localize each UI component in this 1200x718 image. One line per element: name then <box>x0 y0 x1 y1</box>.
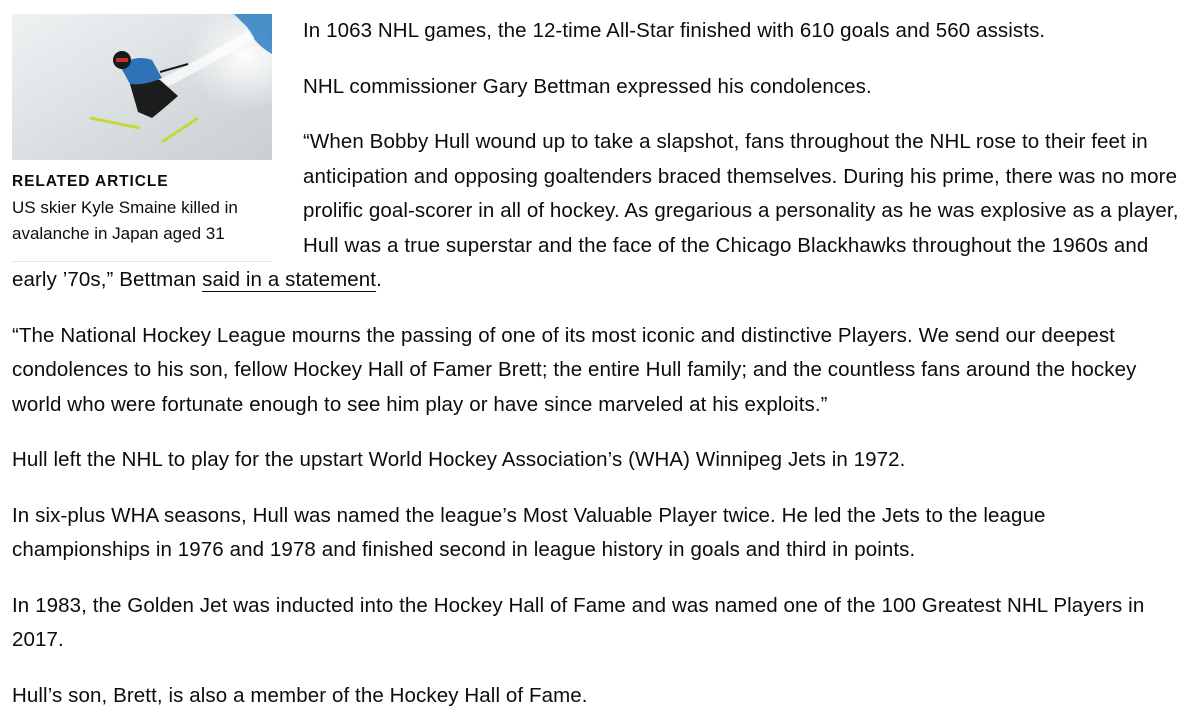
paragraph-brett-hull: Hull’s son, Brett, is also a member of the Hockey Hall of Fame. <box>12 683 588 707</box>
skier-photo-icon <box>12 14 272 160</box>
related-article-image[interactable] <box>12 14 272 160</box>
paragraph-bettman-condolences: NHL commissioner Gary Bettman expressed his condolences. <box>303 74 872 98</box>
paragraph-nhl-mourns: “The National Hockey League mourns the passing of one of its most iconic and distinctive Players. We send our deepest condolences to his son, fellow Hockey Hall of Famer Brett; the entire Hull family; and the countless fans around the hockey world who were fortunate enough to see him play or have since marveled at his exploits.” <box>12 323 1137 416</box>
statement-link[interactable]: said in a statement <box>202 268 377 291</box>
bettman-quote-end: . <box>376 268 382 291</box>
paragraph-career-stats: In 1063 NHL games, the 12-time All-Star finished with 610 goals and 560 assists. <box>303 19 1046 42</box>
paragraph-hall-of-fame: In 1983, the Golden Jet was inducted into the Hockey Hall of Fame and was named one of the 100 Greatest NHL Players in 2017. <box>12 593 1145 651</box>
related-article-kicker: RELATED ARTICLE <box>12 173 169 190</box>
bettman-quote-text: “When Bobby Hull wound up to take a slapshot, fans throughout the NHL rose to their feet in anticipation and opposing goaltenders braced themselves. During his prime, there was no more prolific goal-scorer in all of hockey. As gregarious a personality as he was explosive as a player, Hull was a true superstar and the face of the Chicago Blackhawks throughout the 1960s and early ’70s,” Bettman <box>12 130 1179 291</box>
paragraph-wha-move: Hull left the NHL to play for the upstart World Hockey Association’s (WHA) Winnipeg Jets in 1972. <box>12 448 906 471</box>
paragraph-wha-seasons: In six-plus WHA seasons, Hull was named the league’s Most Valuable Player twice. He led the Jets to the league championships in 1976 and 1978 and finished second in league history in goals and third in points. <box>12 503 1046 561</box>
related-article-headline-link[interactable]: US skier Kyle Smaine killed in avalanche in Japan aged 31 <box>12 198 238 243</box>
article-body <box>12 0 1188 718</box>
related-article-card <box>12 14 272 262</box>
